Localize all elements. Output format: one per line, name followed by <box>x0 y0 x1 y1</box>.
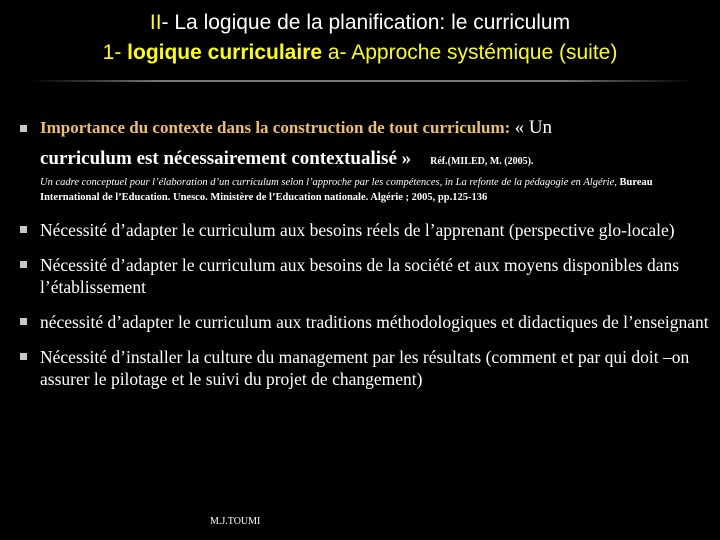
title-divider <box>28 80 693 82</box>
bullet-importance-ref: Réf.(MILED, M. (2005). <box>430 156 534 167</box>
list-item <box>20 346 710 390</box>
title-sub-bold: logique curriculaire <box>127 41 323 64</box>
slide-content <box>20 118 710 390</box>
citation-italic: Un cadre conceptuel pour l’élaboration d’un curriculum selon l’approche par les compétences, in La refonte de la pédagogie en Algérie, <box>40 177 617 188</box>
bullet-marker <box>20 318 27 325</box>
slide-title <box>0 0 720 80</box>
list-item-text: Nécessité d’adapter le curriculum aux besoins de la société et aux moyens disponibles dans l’établissement <box>40 255 680 297</box>
list-item-text: nécessité d’adapter le curriculum aux traditions méthodologiques et didactiques de l’enseignant <box>40 312 709 332</box>
title-section-number: II <box>149 11 162 34</box>
bullet-marker <box>20 261 27 268</box>
list-item <box>20 311 710 333</box>
title-sub-number: 1- <box>102 41 128 64</box>
bullet-importance-quote-start: « Un <box>514 117 553 138</box>
citation <box>40 175 710 205</box>
list-item <box>20 219 710 241</box>
title-line-2 <box>0 38 720 68</box>
bullet-marker <box>20 125 27 132</box>
bullet-marker <box>20 226 27 233</box>
author-footer: M.J.TOUMI <box>210 516 261 527</box>
title-sub-text: a- Approche systémique (suite) <box>322 41 618 64</box>
bullet-importance-context <box>20 118 710 205</box>
bullet-marker <box>20 353 27 360</box>
bullet-importance-label: Importance du contexte dans la construction de tout curriculum: <box>40 118 511 137</box>
list-item <box>20 254 710 298</box>
title-section-text: - La logique de la planification: le curriculum <box>161 11 571 34</box>
citation-publisher: Bureau International de l’Education. Unesco. Ministère de l’Education nationale. Algérie ; 2005, pp.125-136 <box>40 177 653 203</box>
bullet-importance-line1 <box>40 118 710 138</box>
list-item-text: Nécessité d’adapter le curriculum aux besoins réels de l’apprenant (perspective glo-locale) <box>40 220 675 240</box>
bullet-importance-quote: curriculum est nécessairement contextualisé » <box>40 148 412 169</box>
list-item-text: Nécessité d’installer la culture du management par les résultats (comment et par qui doit –on assurer le pilotage et le suivi du projet de changement) <box>40 347 690 389</box>
title-line-1 <box>0 0 720 38</box>
